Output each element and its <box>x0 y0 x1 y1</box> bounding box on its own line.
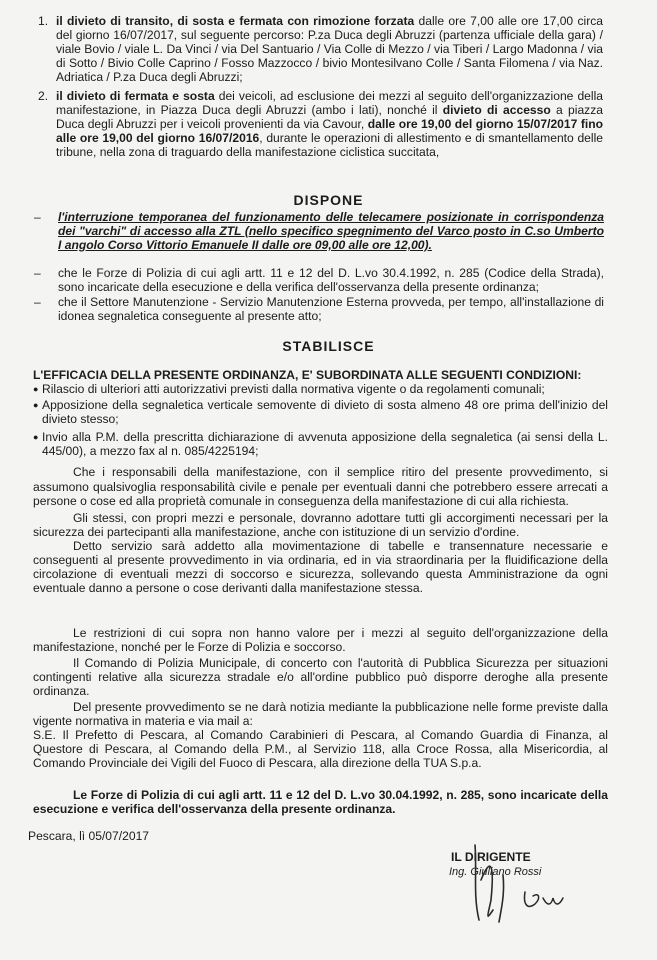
conditions-intro: L'EFFICACIA DELLA PRESENTE ORDINANZA, E' SUBORDINATA ALLE SEGUENTI CONDIZIONI: <box>33 368 582 382</box>
item-rest: dalle ore 7,00 alle ore 17,00 circa del giorno 16/07/2017, sul seguente percorso: P.za Duca degli Abruzzi (partenza ufficiale della gara) / viale Bovio / viale L. Da Vinci / via Del Santuario / Via Colle di Mezzo / via Tiberi / Largo Madonna / via di Sotto / Bivio Colle Caprino / Fosso Mazzocco / bivio Montesilvano Colle / Santa Filomena / via Naz. Adriatica / P.za Duca degli Abruzzi; <box>56 14 603 84</box>
numbered-item-1 <box>38 14 603 89</box>
item-number: 1. <box>38 14 49 28</box>
paragraph: Che i responsabili della manifestazione, con il semplice ritiro del presente provvedimento, si assumono qualsivoglia responsabilità civile e penale per eventuali danni che potrebbero essere arrecati a persone o cose ed alla proprietà comunale in conseguenza della manifestazione di cui alla richiesta. <box>33 465 608 508</box>
condition-text: Rilascio di ulteriori atti autorizzativi previsti dalla normativa vigente o da regolamenti comunali; <box>42 382 545 396</box>
dispone-item-1 <box>34 210 604 254</box>
paragraph: S.E. Il Prefetto di Pescara, al Comando Carabinieri di Pescara, al Comando Guardia di Finanza, al Questore di Pescara, al Comando della P.M., al Servizio 118, alla Croce Rossa, alla Misericordia, al Comando Provinciale dei Vigili del Fuoco di Pescara, alla direzione della TUA S.p.a. <box>33 728 608 770</box>
dash-glyph: – <box>34 295 41 309</box>
dispone-item-2 <box>34 266 604 294</box>
condition-text: Invio alla P.M. della prescritta dichiarazione di avvenuta apposizione della segnaletica (ai sensi della L. 445/00), a mezzo fax al n. 085/4225194; <box>42 430 608 458</box>
numbered-item-2 <box>38 89 603 179</box>
bullet-glyph: ● <box>33 384 39 394</box>
body-paragraphs-2 <box>33 626 608 770</box>
condition-item-1 <box>33 382 608 396</box>
item-mid: dei veicoli, ad esclusione dei mezzi al seguito dell'organizzazione della manifestazione, in Piazza Duca degli Abruzzi (ambo i lati), nonché il <box>56 89 603 117</box>
bullet-glyph: ● <box>33 432 39 442</box>
paragraph: Detto servizio sarà addetto alla movimentazione di tabelle e transennature necessarie e conseguenti al presente provvedimento in via ordinaria, ed in via straordinaria per la fluidificazione della circolazione di eventuali mezzi di soccorso e sicurezza, sollevando questa Amministrazione da ogni eventuale danno a persone o cose derivanti dalla manifestazione stessa. <box>33 538 608 595</box>
dash-glyph: – <box>34 210 41 224</box>
dispone-text: che le Forze di Polizia di cui agli artt. 11 e 12 del D. L.vo 30.4.1992, n. 285 (Codice della Strada), sono incaricate della esecuzione e della verifica dell'osservanza della presente ordinanza; <box>58 266 604 294</box>
bullet-glyph: ● <box>33 400 39 410</box>
dispone-text: l'interruzione temporanea del funzionamento delle telecamere posizionate in corrispondenza dei "varchi" di accesso alla ZTL (nello specifico spegnimento del Varco posto in C.so Umberto I angolo Corso Vittorio Emanuele II dalle ore 09,00 alle ore 12,00). <box>58 210 604 252</box>
dispone-item-3 <box>34 295 604 323</box>
condition-item-2 <box>33 398 608 426</box>
item-text <box>56 89 603 159</box>
stabilisce-heading: STABILISCE <box>282 338 375 354</box>
condition-text: Apposizione della segnaletica verticale semovente di divieto di sosta almeno 48 ore prima dell'inizio del divieto stesso; <box>42 398 608 426</box>
signature-name: Ing. Giuliano Rossi <box>449 866 542 878</box>
place-date: Pescara, lì 05/07/2017 <box>28 829 150 843</box>
handwritten-signature <box>455 840 585 930</box>
paragraph: Gli stessi, con propri mezzi e personale, dovranno adottare tutti gli accorgimenti necessari per la sicurezza dei partecipanti alla manifestazione, anche con istituzione di un servizio d'ordine. <box>33 510 608 539</box>
item-lead: il divieto di fermata e sosta <box>56 89 215 103</box>
item-dates: dalle ore 19,00 del giorno 15/07/2017 fino alle ore 19,00 del giorno 16/07/2016 <box>56 117 603 145</box>
dash-glyph: – <box>34 266 41 280</box>
paragraph: Le restrizioni di cui sopra non hanno valore per i mezzi al seguito dell'organizzazione della manifestazione, nonché per le Forze di Polizia e soccorso. <box>33 626 608 654</box>
paragraph: Del presente provvedimento se ne darà notizia mediante la pubblicazione nelle forme previste dalla vigente normativa in materia e via mail a: <box>33 700 608 728</box>
paragraph: Il Comando di Polizia Municipale, di concerto con l'autorità di Pubblica Sicurezza per situazioni contingenti relative alla sicurezza stradale e/o all'ordine pubblico può disporre deroghe alla presente ordinanza. <box>33 656 608 698</box>
item-text <box>56 14 603 84</box>
item-mid2: a piazza Duca degli Abruzzi per i veicoli provenienti da via Cavour, <box>56 103 603 131</box>
dispone-text: che il Settore Manutenzione - Servizio Manutenzione Esterna provveda, per tempo, all'installazione di idonea segnaletica conseguente al presente atto; <box>58 295 604 323</box>
signature-role: IL DIRIGENTE <box>451 850 531 864</box>
closing-paragraph <box>33 788 608 816</box>
body-paragraphs <box>33 465 608 595</box>
dispone-heading: DISPONE <box>293 192 364 208</box>
item-lead: il divieto di transito, di sosta e fermata con rimozione forzata <box>56 14 415 28</box>
condition-item-3 <box>33 430 608 458</box>
item-end: , durante le operazioni di allestimento e di smantellamento delle tribune, nella zona di traguardo della manifestazione ciclistica succitata, <box>56 131 603 159</box>
item-number: 2. <box>38 89 49 103</box>
item-bold: divieto di accesso <box>442 103 551 117</box>
paragraph: Le Forze di Polizia di cui agli artt. 11 e 12 del D. L.vo 30.04.1992, n. 285, sono incaricate della esecuzione e verifica dell'osservanza della presente ordinanza. <box>33 788 608 816</box>
